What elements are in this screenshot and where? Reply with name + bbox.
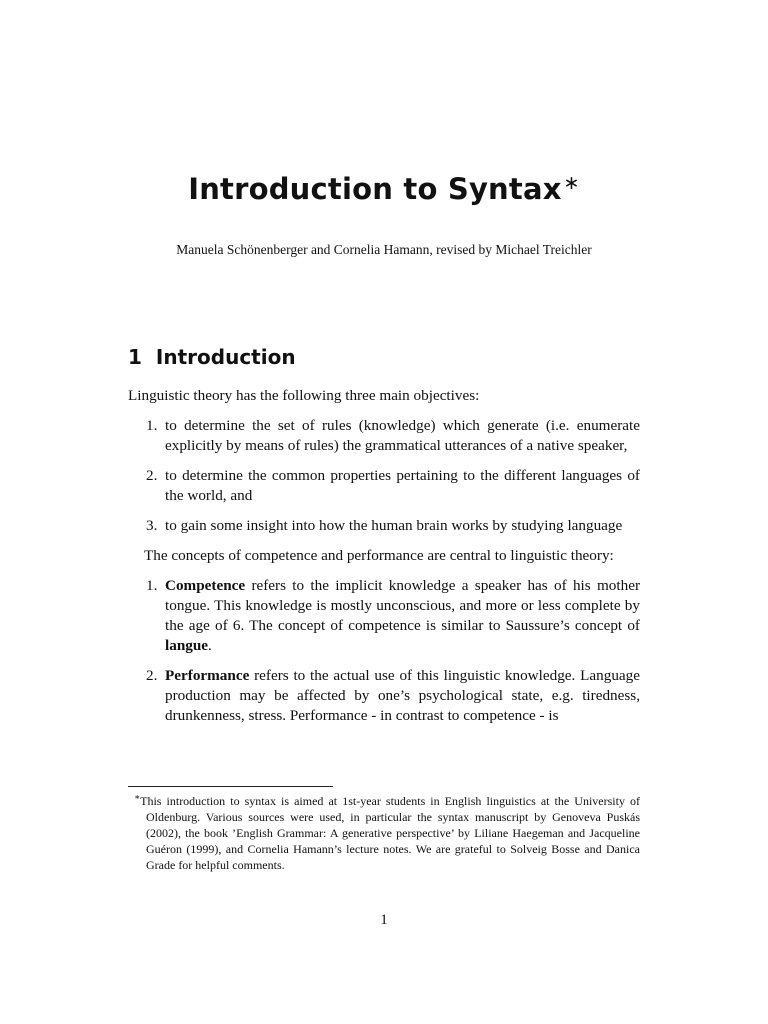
footnote-text: This introduction to syntax is aimed at 1st-year students in English linguistics at the University of Oldenburg. Various sources were used, in particular the syntax manuscript by Genoveva Puskás (2002), the book ’English Grammar: A generative perspective’ by Liliane Haegeman and Jacqueline Guéron (1999), and Cornelia Hamann’s lecture notes. We are grateful to Solveig Bosse and Danica Grade for helpful comments. <box>140 794 640 872</box>
objectives-list <box>128 416 640 536</box>
list-item-text: to determine the common properties pertaining to the different languages of the world, and <box>165 467 640 504</box>
term-langue: langue <box>165 637 209 654</box>
footnote <box>128 789 640 873</box>
footnote-body <box>128 789 640 873</box>
section-heading <box>128 345 296 369</box>
page-title <box>0 172 768 206</box>
section-title: Introduction <box>155 345 296 369</box>
concepts-intro-paragraph: The concepts of competence and performance are central to linguistic theory: <box>144 547 614 564</box>
body-text <box>128 386 640 726</box>
term-competence: Competence <box>165 577 246 594</box>
intro-paragraph: Linguistic theory has the following three main objectives: <box>128 387 480 404</box>
list-item-text: to gain some insight into how the human brain works by studying language <box>165 517 623 534</box>
title-text: Introduction to Syntax <box>188 172 562 206</box>
section-number: 1 <box>128 345 142 369</box>
authors-line: Manuela Schönenberger and Cornelia Hamann, revised by Michael Treichler <box>176 242 592 257</box>
list-item-text: refers to the implicit knowledge a speaker has of his mother tongue. This knowledge is mostly unconscious, and more or less complete by the age of 6. The concept of competence is similar to Saussure’s concept of <box>165 577 640 634</box>
list-item <box>128 516 640 536</box>
title-footnote-mark[interactable]: ∗ <box>563 172 580 194</box>
list-marker: 2. <box>146 667 158 684</box>
footnote-mark: ∗ <box>134 792 141 802</box>
list-marker: 1. <box>146 577 158 594</box>
list-marker: 3. <box>146 517 158 534</box>
list-item <box>128 666 640 726</box>
list-item-end: . <box>208 637 212 654</box>
list-item-text: refers to the actual use of this linguistic knowledge. Language production may be affected by one’s psychological state, e.g. tiredness, drunkenness, stress. Performance - in contrast to competence - is <box>165 667 640 724</box>
list-marker: 1. <box>146 417 158 434</box>
list-item-text: to determine the set of rules (knowledge) which generate (i.e. enumerate explicitly by means of rules) the grammatical utterances of a native speaker, <box>165 417 640 454</box>
list-item <box>128 466 640 506</box>
concepts-list <box>128 576 640 726</box>
term-performance: Performance <box>165 667 250 684</box>
page-number: 1 <box>380 912 388 928</box>
list-item <box>128 416 640 456</box>
list-marker: 2. <box>146 467 158 484</box>
footnote-divider <box>128 786 333 787</box>
list-item <box>128 576 640 656</box>
